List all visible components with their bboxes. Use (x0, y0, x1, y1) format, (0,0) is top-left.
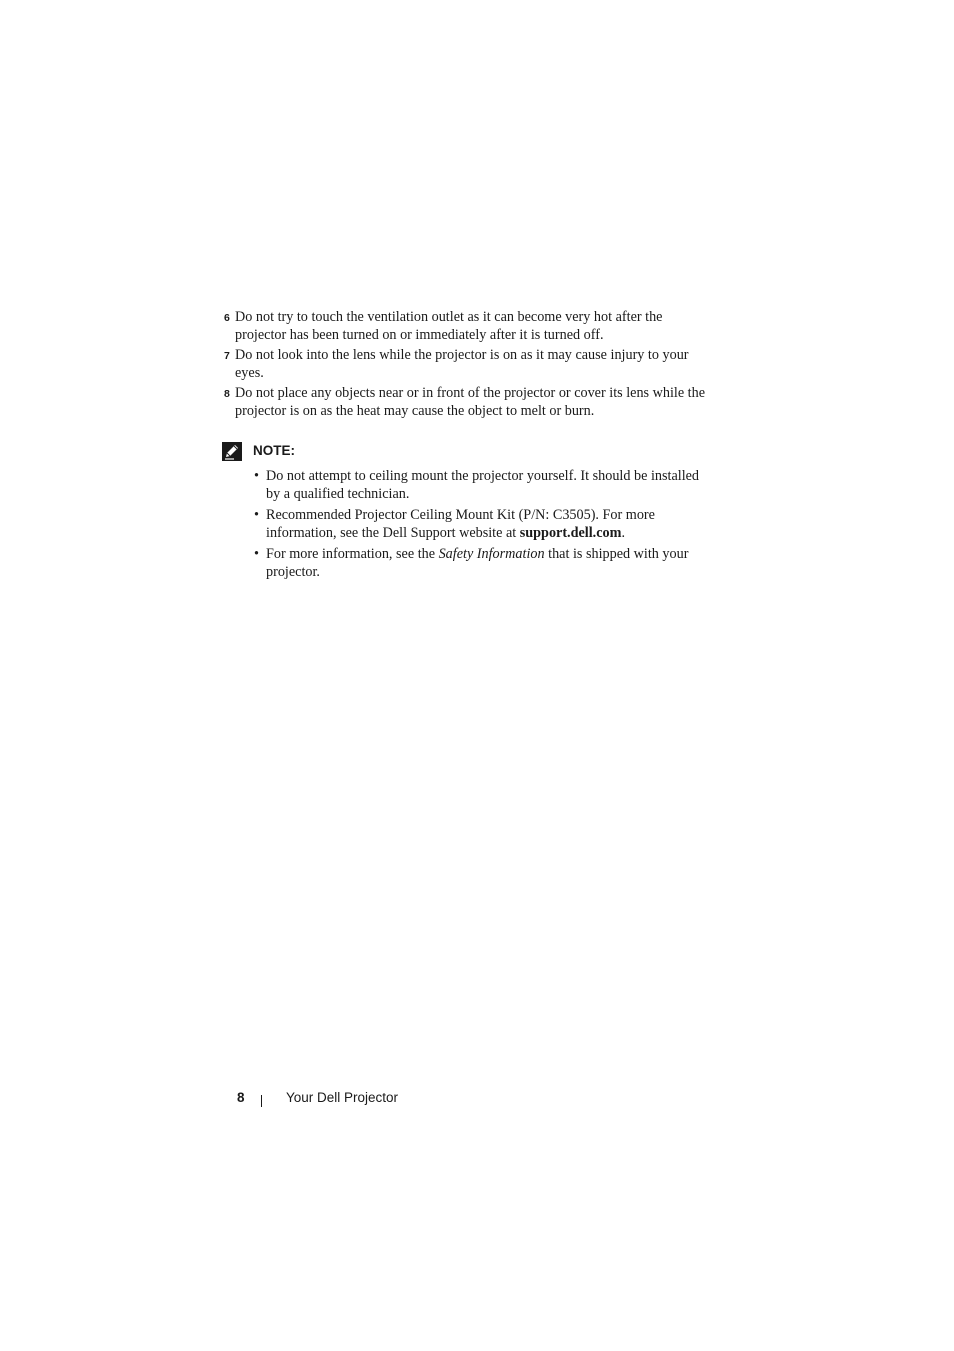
footer-chapter-title: Your Dell Projector (286, 1090, 399, 1105)
page-number: 8 (237, 1090, 245, 1105)
bullet-text: For more information, see the (266, 546, 439, 562)
safety-item-7 (222, 346, 712, 382)
bullet-text: Recommended Projector Ceiling Mount Kit (P/N: C3505). For more information, see the Dell Support website at (266, 507, 655, 541)
bullet-dot: • (254, 546, 259, 562)
bullet-text-end: . (621, 525, 625, 541)
item-number: 7 (224, 350, 230, 362)
item-text: Do not try to touch the ventilation outlet as it can become very hot after the projector has been turned on or immediately after it is turned off. (235, 309, 663, 343)
support-link[interactable]: support.dell.com (519, 525, 622, 541)
note-bullet-safety-info (222, 545, 712, 581)
bullet-dot: • (254, 468, 259, 484)
bullet-text-end: that is shipped with your projector. (266, 546, 689, 580)
safety-item-8 (222, 384, 712, 420)
item-text: Do not look into the lens while the projector is on as it may cause injury to your eyes. (235, 347, 689, 381)
note-header (222, 442, 712, 464)
item-text: Do not place any objects near or in front of the projector or cover its lens while the projector is on as the heat may cause the object to melt or burn. (235, 385, 706, 419)
pencil-note-icon (222, 442, 242, 461)
page-footer (237, 1088, 637, 1110)
item-number: 6 (224, 312, 230, 324)
bullet-text: Do not attempt to ceiling mount the projector yourself. It should be installed by a qualified technician. (266, 468, 700, 502)
safety-information-emphasis: Safety Information (438, 546, 545, 562)
bullet-dot: • (254, 507, 259, 523)
footer-separator (261, 1095, 262, 1107)
page-content (222, 308, 712, 584)
note-bullet-list (222, 467, 712, 581)
safety-item-6 (222, 308, 712, 344)
note-bullet-mount-kit (222, 506, 712, 542)
note-label: NOTE: (253, 443, 295, 458)
note-bullet-ceiling-mount (222, 467, 712, 503)
item-number: 8 (224, 388, 230, 400)
